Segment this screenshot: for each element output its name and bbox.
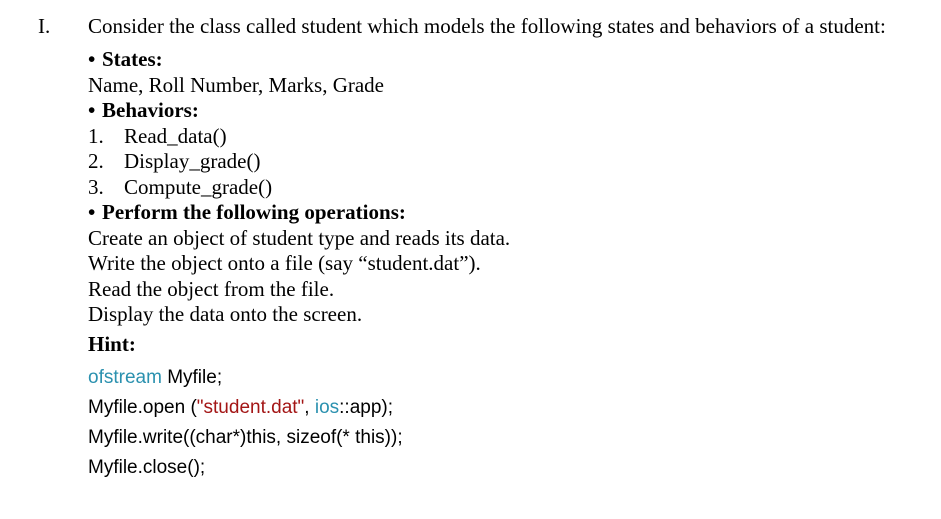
behavior-text: Compute_grade()	[124, 174, 273, 199]
bullet-icon: •	[88, 47, 96, 71]
states-heading	[88, 47, 888, 73]
bullet-icon: •	[88, 98, 96, 122]
code-keyword: ios	[314, 397, 340, 418]
behavior-item	[88, 149, 888, 175]
code-line	[88, 363, 403, 393]
states-heading-label: States:	[102, 47, 163, 71]
code-keyword: ofstream	[88, 367, 162, 388]
operation-line: Create an object of student type and reads its data.	[88, 225, 511, 250]
code-block	[88, 363, 403, 483]
question-text: Consider the class called student which models the following states and behaviors of a student:	[88, 14, 886, 38]
code-line: Myfile.close();	[88, 457, 206, 478]
operation-line: Write the object onto a file (say “student.dat”).	[88, 251, 481, 275]
hint-label: Hint:	[88, 332, 136, 356]
behavior-number: 2.	[88, 149, 104, 173]
code-line: Myfile.write((char*)this, sizeof(* this));	[88, 427, 403, 448]
behaviors-heading	[88, 98, 888, 124]
behavior-number: 1.	[88, 123, 104, 148]
behavior-number: 3.	[88, 174, 104, 199]
code-string: "student.dat"	[196, 397, 305, 418]
code-line	[88, 393, 403, 423]
operation-line: Display the data onto the screen.	[88, 302, 363, 326]
bullet-icon: •	[88, 200, 96, 224]
behavior-text: Display_grade()	[124, 149, 261, 173]
behaviors-heading-label: Behaviors:	[102, 98, 199, 122]
behavior-item	[88, 124, 888, 150]
code-text: ,	[304, 397, 315, 418]
states-items: Name, Roll Number, Marks, Grade	[88, 72, 384, 97]
code-text: Myfile;	[161, 367, 223, 388]
operations-heading	[88, 200, 888, 226]
operations-heading-label: Perform the following operations:	[102, 200, 406, 224]
code-text: Myfile.open (	[88, 397, 197, 418]
question-number: I.	[38, 14, 51, 38]
code-text: ::app);	[339, 397, 394, 418]
behavior-item	[88, 175, 888, 201]
operation-line: Read the object from the file.	[88, 276, 335, 301]
behavior-text: Read_data()	[124, 123, 227, 148]
question-content	[88, 47, 888, 328]
